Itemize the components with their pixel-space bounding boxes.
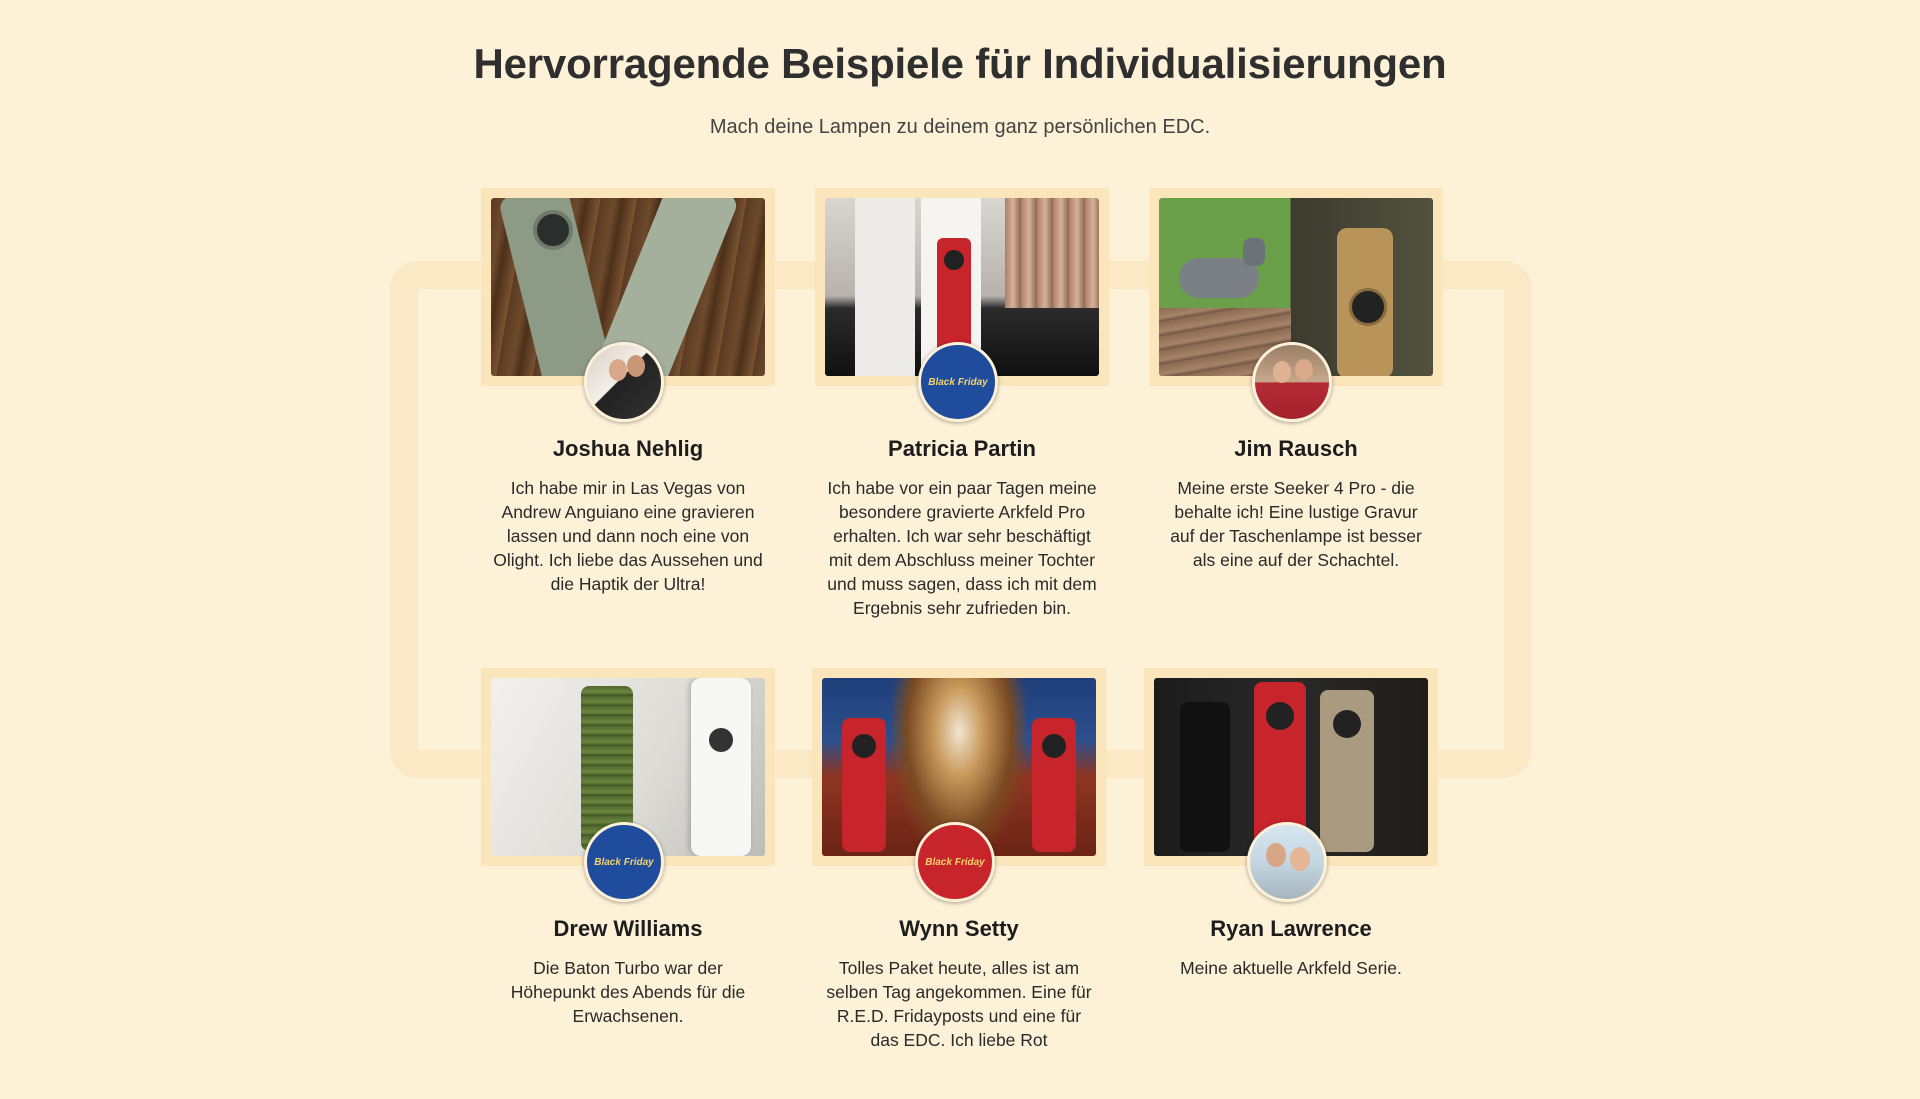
page-subtitle: Mach deine Lampen zu deinem ganz persönlichen EDC. xyxy=(709,116,1211,138)
testimonial-text: Ich habe vor ein paar Tagen meine besondere gravierte Arkfeld Pro erhalten. Ich war sehr beschäftigt mit dem Abschluss meiner Tochter und muss sagen, dass ich mit dem Ergebnis sehr zufrieden bin. xyxy=(827,478,1097,618)
testimonial-card xyxy=(812,668,1106,1052)
testimonial-card xyxy=(481,188,775,596)
couple-avatar xyxy=(1252,342,1332,422)
testimonial-text: Meine erste Seeker 4 Pro - die behalte ich! Eine lustige Gravur auf der Taschenlampe ist besser als eine auf der Schachtel. xyxy=(1170,478,1422,570)
photo-frame xyxy=(815,188,1109,386)
photo-frame xyxy=(812,668,1106,866)
customer-name: Ryan Lawrence xyxy=(1210,916,1372,941)
testimonial-text: Meine aktuelle Arkfeld Serie. xyxy=(1180,958,1402,978)
blue-black-friday-badge: Black Friday xyxy=(918,342,998,422)
photo-frame xyxy=(481,188,775,386)
testimonial-card xyxy=(1149,188,1443,572)
customer-name: Drew Williams xyxy=(553,916,703,941)
testimonial-card xyxy=(481,668,775,1028)
photo-frame xyxy=(481,668,775,866)
customer-name: Patricia Partin xyxy=(888,436,1036,461)
red-black-friday-badge: Black Friday xyxy=(915,822,995,902)
wedding-couple-avatar xyxy=(584,342,664,422)
selfie-couple-avatar xyxy=(1247,822,1327,902)
blue-black-friday-badge: Black Friday xyxy=(584,822,664,902)
customer-name: Wynn Setty xyxy=(899,916,1019,941)
customer-name: Jim Rausch xyxy=(1234,436,1358,461)
photo-frame xyxy=(1149,188,1443,386)
testimonial-card xyxy=(1144,668,1438,980)
testimonial-text: Ich habe mir in Las Vegas von Andrew Anguiano eine gravieren lassen und dann noch eine von Olight. Ich liebe das Aussehen und die Haptik der Ultra! xyxy=(493,478,763,594)
page-title: Hervorragende Beispiele für Individualisierungen xyxy=(473,40,1447,87)
testimonial-text: Die Baton Turbo war der Höhepunkt des Abends für die Erwachsenen. xyxy=(510,958,746,1026)
photo-frame xyxy=(1144,668,1438,866)
customer-name: Joshua Nehlig xyxy=(552,436,704,461)
testimonial-text: Tolles Paket heute, alles ist am selben Tag angekommen. Eine für R.E.D. Fridayposts und eine für das EDC. Ich liebe Rot xyxy=(826,958,1092,1050)
testimonial-card xyxy=(815,188,1109,620)
